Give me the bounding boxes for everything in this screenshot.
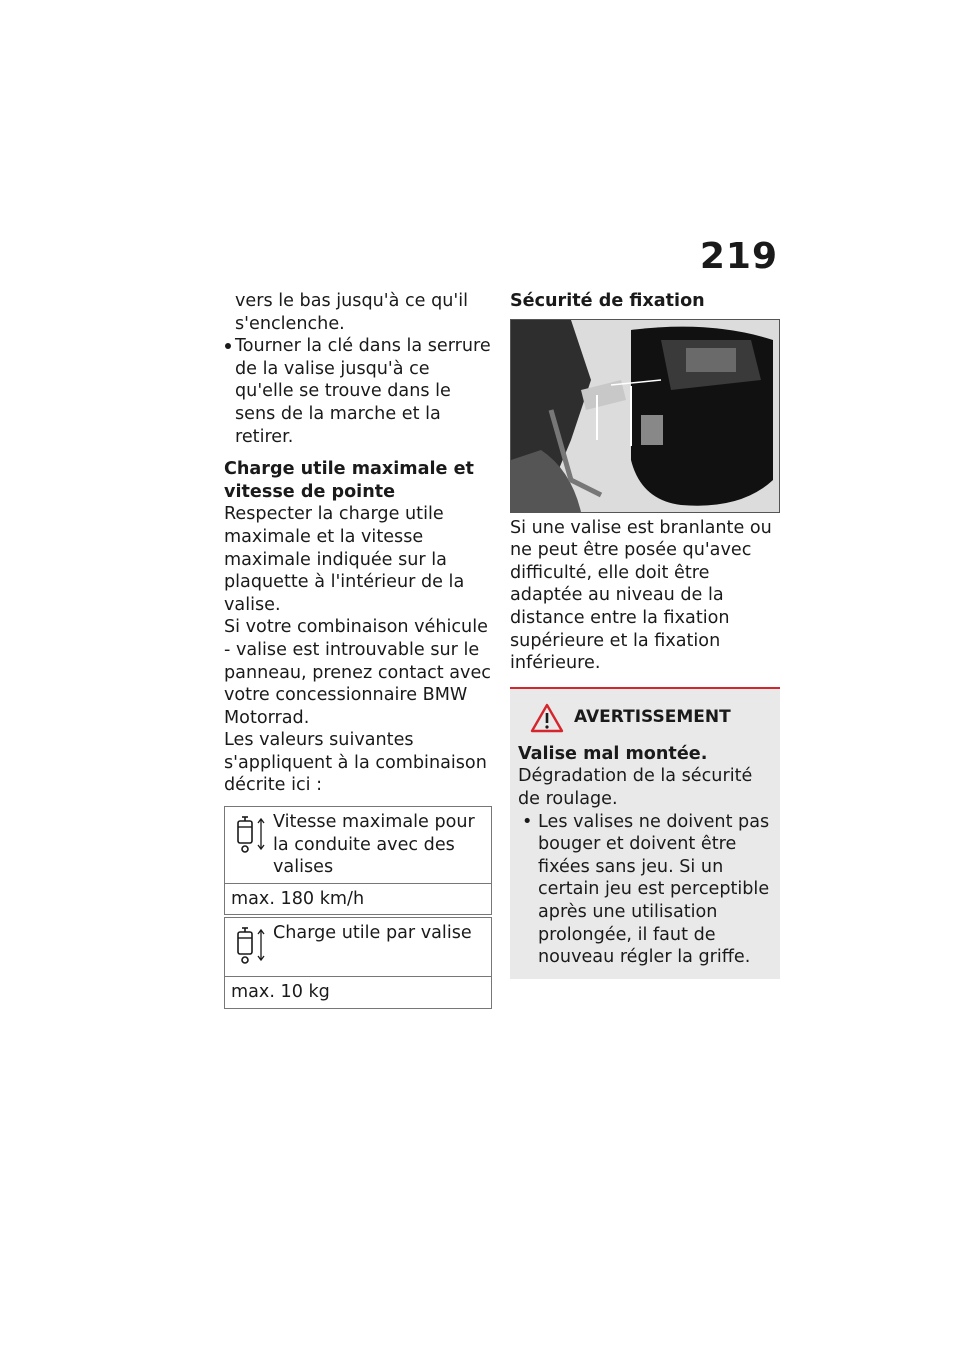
paragraph: Les valeurs suivantes s'appliquent à la combinaison décrite ici : <box>224 730 487 796</box>
case-load-icon <box>235 924 267 968</box>
spec-table <box>224 917 492 1009</box>
warning-title: AVERTISSEMENT <box>574 707 731 728</box>
spec-value: max. 10 kg <box>225 977 492 1009</box>
section-heading: Charge utile maximale et vitesse de pointe <box>224 459 474 502</box>
warning-subtitle: Valise mal montée. <box>518 743 708 764</box>
warning-triangle-icon <box>530 703 564 733</box>
spec-table <box>224 806 492 915</box>
paragraph: Respecter la charge utile maximale et la vitesse maximale indiquée sur la plaquette à l'intérieur de la valise. <box>224 504 465 615</box>
paragraph: Si votre combinaison véhicule - valise est introuvable sur le panneau, prenez contact avec votre concessionnaire BMW Motorrad. <box>224 617 491 728</box>
warning-header <box>530 703 772 733</box>
spec-label-row <box>225 807 492 884</box>
spec-label-row <box>225 918 492 977</box>
warning-bullet: • Les valises ne doivent pas bouger et doivent être fixées sans jeu. Si un certain jeu est perceptible après une utilisation prolongée, il faut de nouveau régler la griffe. <box>518 811 772 969</box>
spec-label: Charge utile par valise <box>273 923 472 944</box>
spec-label: Vitesse maximale pour la conduite avec des valises <box>273 812 475 878</box>
case-mount-photo <box>510 319 780 513</box>
warning-box <box>510 687 780 979</box>
right-column <box>510 290 780 979</box>
continued-text-line: vers le bas jusqu'à ce qu'il <box>235 291 468 311</box>
section-heading: Sécurité de fixation <box>510 291 705 311</box>
spec-value: max. 180 km/h <box>225 883 492 915</box>
spec-value-row <box>225 883 492 915</box>
warning-text: Dégradation de la sécurité de roulage. <box>518 766 753 809</box>
case-load-icon <box>235 813 267 857</box>
paragraph: Si une valise est branlante ou ne peut être posée qu'avec difficulté, elle doit être adaptée au niveau de la distance entre la fixation supérieure et la fixation inférieure. <box>510 517 772 674</box>
page-number: 219 <box>699 236 778 277</box>
left-column <box>224 290 492 1009</box>
spec-value-row <box>225 977 492 1009</box>
continued-text-line: s'enclenche. <box>235 313 345 334</box>
instruction-bullet: Tourner la clé dans la serrure de la valise jusqu'à ce qu'elle se trouve dans le sens de la marche et la retirer. <box>224 335 492 448</box>
